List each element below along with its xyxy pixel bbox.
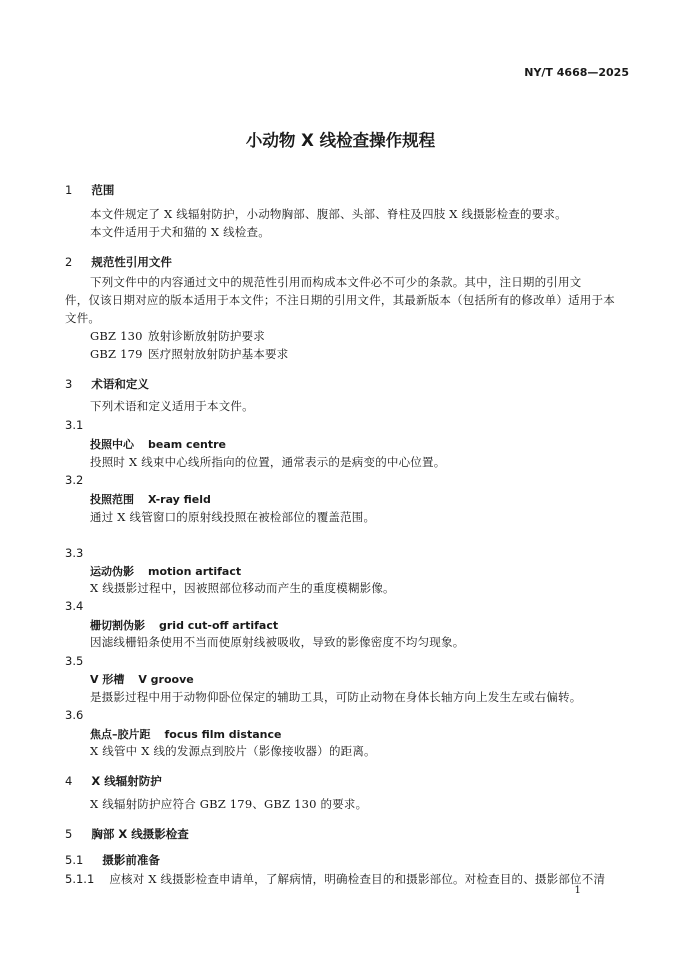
section-number: 3 — [65, 377, 73, 391]
paragraph-line: 下列文件中的内容通过文中的规范性引用而构成本文件必不可少的条款。其中，注日期的引用文 — [90, 275, 582, 289]
paragraph: 本文件规定了 X 线辐射防护，小动物胸部、腹部、头部、脊柱及四肢 X 线摄影检查的要求。 — [90, 207, 567, 221]
subsection-number: 5.1 — [65, 853, 84, 867]
term-number: 3.5 — [65, 654, 84, 668]
term-zh: 运动伪影 — [90, 565, 134, 578]
section-number: 1 — [65, 183, 73, 197]
paragraph: 本文件适用于犬和猫的 X 线检查。 — [90, 225, 270, 239]
subsection-title: 摄影前准备 — [102, 853, 160, 867]
term-heading — [90, 563, 241, 579]
term-zh: 焦点–胶片距 — [90, 728, 151, 741]
term-en: X-ray field — [148, 493, 211, 506]
reference-item — [90, 328, 265, 344]
reference-code: GBZ 130 — [90, 329, 143, 343]
term-zh: 投照中心 — [90, 438, 134, 451]
section-4-heading — [65, 770, 162, 789]
section-title: 规范性引用文件 — [91, 255, 172, 269]
paragraph-line: 件，仅该日期对应的版本适用于本文件；不注日期的引用文件，其最新版本（包括所有的修改单）适用于本 — [65, 293, 615, 307]
section-number: 5 — [65, 827, 73, 841]
term-definition: X 线管中 X 线的发源点到胶片（影像接收器）的距离。 — [90, 744, 376, 758]
term-heading — [90, 436, 226, 452]
page-number: 1 — [574, 885, 581, 896]
section-5-heading — [65, 823, 189, 842]
page-title: 小动物 X 线检查操作规程 — [245, 131, 436, 150]
reference-code: GBZ 179 — [90, 347, 143, 361]
clause — [65, 868, 605, 887]
term-definition: 是摄影过程中用于动物仰卧位保定的辅助工具，可防止动物在身体长轴方向上发生左或右偏转。 — [90, 690, 582, 704]
term-zh: V 形槽 — [90, 673, 125, 686]
section-title: 胸部 X 线摄影检查 — [91, 827, 189, 841]
document-code: NY/T 4668—2025 — [524, 66, 629, 79]
term-number: 3.2 — [65, 473, 84, 487]
section-1-heading — [65, 179, 114, 198]
term-heading — [90, 617, 278, 633]
clause-text: 应核对 X 线摄影检查申请单，了解病情，明确检查目的和摄影部位。对检查目的、摄影部位不清 — [109, 872, 606, 886]
term-en: V groove — [138, 673, 194, 686]
term-definition: 通过 X 线管窗口的原射线投照在被检部位的覆盖范围。 — [90, 510, 376, 524]
term-definition: 投照时 X 线束中心线所指向的位置，通常表示的是病变的中心位置。 — [90, 455, 446, 469]
paragraph: X 线辐射防护应符合 GBZ 179、GBZ 130 的要求。 — [90, 797, 368, 811]
term-en: beam centre — [148, 438, 227, 451]
clause-number: 5.1.1 — [65, 872, 95, 886]
section-number: 4 — [65, 774, 73, 788]
section-title: X 线辐射防护 — [91, 774, 162, 788]
term-number: 3.4 — [65, 599, 84, 613]
term-heading — [90, 491, 211, 507]
subsection-heading — [65, 849, 160, 868]
term-heading — [90, 671, 194, 687]
term-en: grid cut-off artifact — [159, 619, 279, 632]
section-title: 术语和定义 — [91, 377, 149, 391]
term-heading — [90, 726, 281, 742]
paragraph: 下列术语和定义适用于本文件。 — [90, 399, 254, 413]
term-number: 3.6 — [65, 708, 84, 722]
paragraph-line: 文件。 — [65, 311, 101, 325]
term-en: motion artifact — [148, 565, 242, 578]
section-2-heading — [65, 251, 172, 270]
term-en: focus film distance — [164, 728, 282, 741]
term-zh: 投照范围 — [90, 493, 134, 506]
reference-title: 放射诊断放射防护要求 — [148, 329, 265, 343]
term-definition: 因滤线栅铅条使用不当而使原射线被吸收，导致的影像密度不均匀现象。 — [90, 635, 465, 649]
reference-item — [90, 346, 288, 362]
section-title: 范围 — [91, 183, 115, 197]
term-number: 3.1 — [65, 418, 84, 432]
term-definition: X 线摄影过程中，因被照部位移动而产生的重度模糊影像。 — [90, 581, 395, 595]
reference-title: 医疗照射放射防护基本要求 — [148, 347, 289, 361]
section-number: 2 — [65, 255, 73, 269]
term-number: 3.3 — [65, 546, 84, 560]
term-zh: 栅切割伪影 — [90, 619, 145, 632]
section-3-heading — [65, 373, 149, 392]
